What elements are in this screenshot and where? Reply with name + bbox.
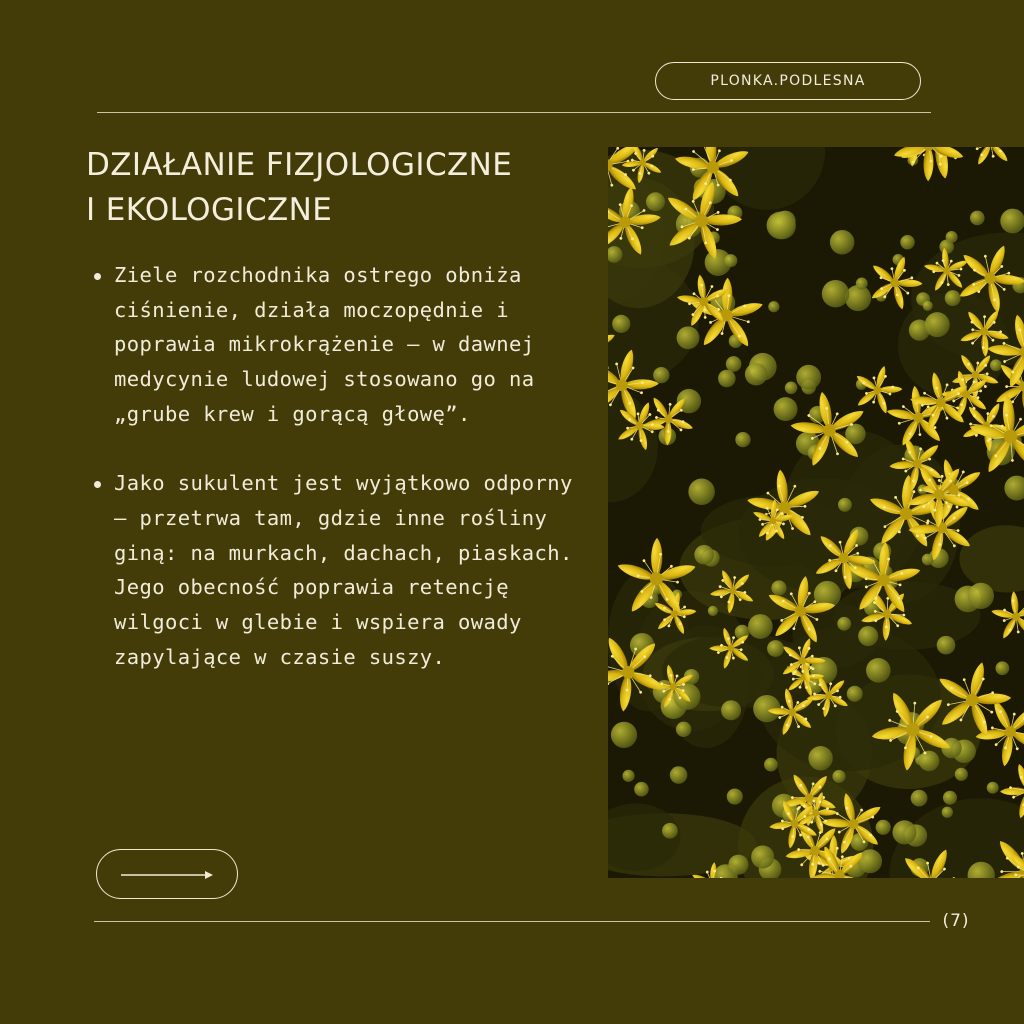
bullet-text: Ziele rozchodnika ostrego obniża ciśnienie, działa moczopędnie i poprawia mikrokrążenie – w dawnej medycynie ludowej stosowano go na „grube krew i gorącą głowę”. (114, 263, 535, 426)
arrow-right-icon (119, 867, 215, 883)
top-divider (97, 112, 931, 113)
title-line-1: DZIAŁANIE FIZJOLOGICZNE (86, 147, 513, 183)
bottom-divider (94, 921, 930, 922)
page-number: (7) (942, 911, 970, 931)
bullet-item (88, 258, 578, 432)
bullet-dot-icon (94, 481, 101, 488)
next-slide-button[interactable] (96, 849, 238, 899)
account-handle-badge (655, 62, 921, 100)
bullet-text: Jako sukulent jest wyjątkowo odporny – przetrwa tam, gdzie inne rośliny giną: na murkach, dachach, piaskach. Jego obecność poprawia retencję wilgoci w glebie i wspiera owady zapylające w czasie suszy. (114, 471, 573, 669)
slide-title (86, 143, 596, 233)
title-line-2: I EKOLOGICZNE (86, 192, 333, 228)
flower-photo (608, 147, 1024, 878)
bullet-list (88, 258, 578, 674)
bullet-dot-icon (94, 273, 101, 280)
account-handle: PLONKA.PODLESNA (710, 73, 866, 89)
bullet-item (88, 466, 578, 674)
